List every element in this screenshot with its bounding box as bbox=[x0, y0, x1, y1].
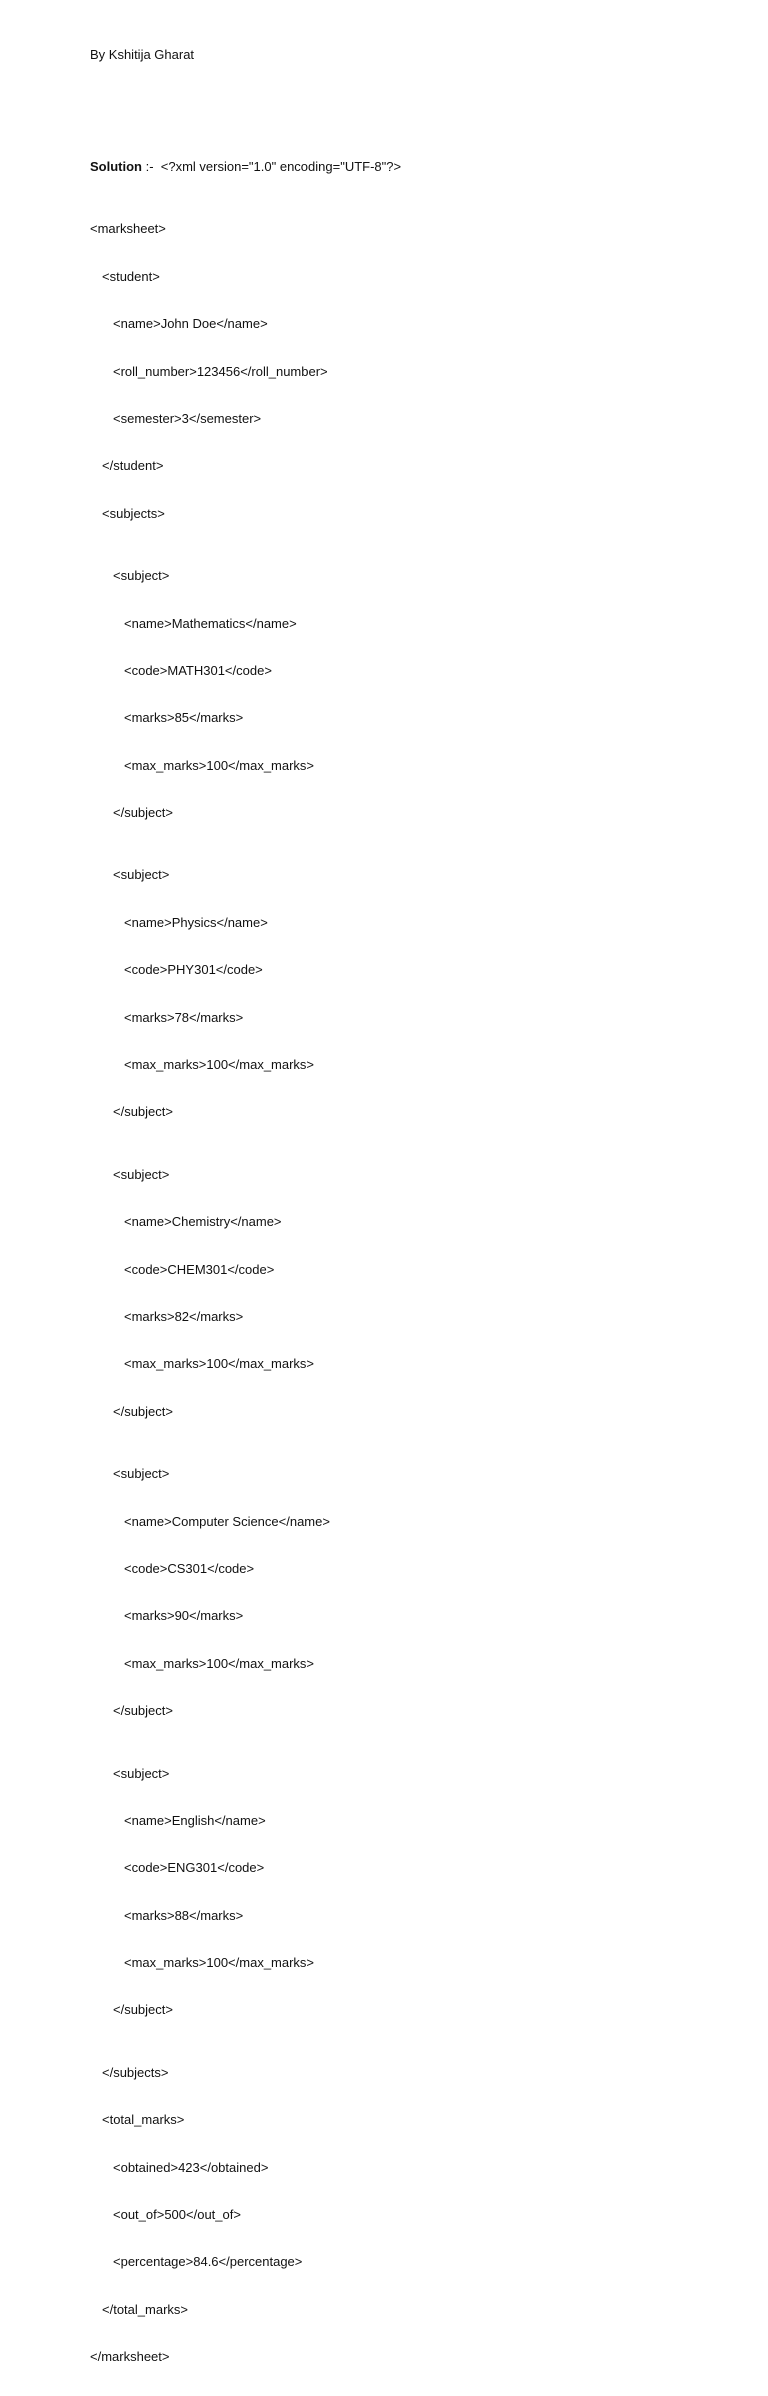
solution-separator: :- bbox=[142, 159, 161, 174]
xml-line-subject-name: <name>English</name> bbox=[124, 1812, 266, 1828]
xml-line-student-open: <student> bbox=[102, 268, 160, 284]
xml-line-subject-marks: <marks>78</marks> bbox=[124, 1009, 244, 1025]
xml-line-subject-marks: <marks>90</marks> bbox=[124, 1608, 244, 1624]
xml-line-subject-close: </subject> bbox=[113, 1403, 173, 1419]
xml-line-subject-name: <name>Physics</name> bbox=[124, 914, 268, 930]
xml-line-subject-code: <code>CHEM301</code> bbox=[124, 1261, 275, 1277]
xml-line-out-of: <out_of>500</out_of> bbox=[113, 2207, 241, 2223]
xml-line-subject-close: </subject> bbox=[113, 1703, 173, 1719]
xml-line-subject-open: <subject> bbox=[113, 1466, 170, 1482]
xml-line-student-close: </student> bbox=[102, 458, 164, 474]
xml-line-subject-name: <name>Mathematics</name> bbox=[124, 615, 297, 631]
solution-label: Solution bbox=[90, 159, 142, 174]
xml-line-subject-max-marks: <max_marks>100</max_marks> bbox=[124, 1955, 315, 1971]
xml-line-total-marks-open: <total_marks> bbox=[102, 2112, 185, 2128]
xml-line-semester: <semester>3</semester> bbox=[113, 410, 262, 426]
xml-line-subject-max-marks: <max_marks>100</max_marks> bbox=[124, 1057, 315, 1073]
xml-line-subject-code: <code>CS301</code> bbox=[124, 1560, 255, 1576]
xml-line-subject-open: <subject> bbox=[113, 568, 170, 584]
xml-line-total-marks-close: </total_marks> bbox=[102, 2301, 188, 2317]
xml-line-subject-close: </subject> bbox=[113, 1104, 173, 1120]
xml-line-subject-open: <subject> bbox=[113, 867, 170, 883]
xml-line-marksheet-open: <marksheet> bbox=[90, 221, 166, 237]
author-line: By Kshitija Gharat bbox=[90, 47, 195, 62]
xml-line-subject-close: </subject> bbox=[113, 805, 173, 821]
xml-line-subject-code: <code>MATH301</code> bbox=[124, 662, 272, 678]
xml-line-subject-open: <subject> bbox=[113, 1166, 170, 1182]
xml-line-obtained: <obtained>423</obtained> bbox=[113, 2159, 269, 2175]
solution-line bbox=[90, 158, 401, 175]
xml-code-block bbox=[90, 128, 401, 2396]
xml-line-roll-number: <roll_number>123456</roll_number> bbox=[113, 363, 328, 379]
xml-line-subject-code: <code>PHY301</code> bbox=[124, 962, 263, 978]
xml-line-subjects-open: <subjects> bbox=[102, 505, 165, 521]
xml-line-subject-close: </subject> bbox=[113, 2002, 173, 2018]
xml-line-subject-marks: <marks>82</marks> bbox=[124, 1308, 244, 1324]
xml-line-percentage: <percentage>84.6</percentage> bbox=[113, 2254, 303, 2270]
xml-line-subject-open: <subject> bbox=[113, 1765, 170, 1781]
xml-line-student-name: <name>John Doe</name> bbox=[113, 316, 268, 332]
xml-line-subject-name: <name>Computer Science</name> bbox=[124, 1513, 330, 1529]
xml-line-subject-marks: <marks>85</marks> bbox=[124, 710, 244, 726]
xml-line-subject-max-marks: <max_marks>100</max_marks> bbox=[124, 757, 315, 773]
xml-declaration: <?xml version="1.0" encoding="UTF-8"?> bbox=[160, 159, 402, 174]
xml-line-subject-name: <name>Chemistry</name> bbox=[124, 1214, 282, 1230]
xml-line-subject-code: <code>ENG301</code> bbox=[124, 1860, 265, 1876]
xml-line-subjects-close: </subjects> bbox=[102, 2064, 169, 2080]
xml-line-subject-marks: <marks>88</marks> bbox=[124, 1907, 244, 1923]
xml-line-marksheet-close: </marksheet> bbox=[90, 2349, 170, 2365]
xml-line-subject-max-marks: <max_marks>100</max_marks> bbox=[124, 1356, 315, 1372]
xml-line-subject-max-marks: <max_marks>100</max_marks> bbox=[124, 1655, 315, 1671]
